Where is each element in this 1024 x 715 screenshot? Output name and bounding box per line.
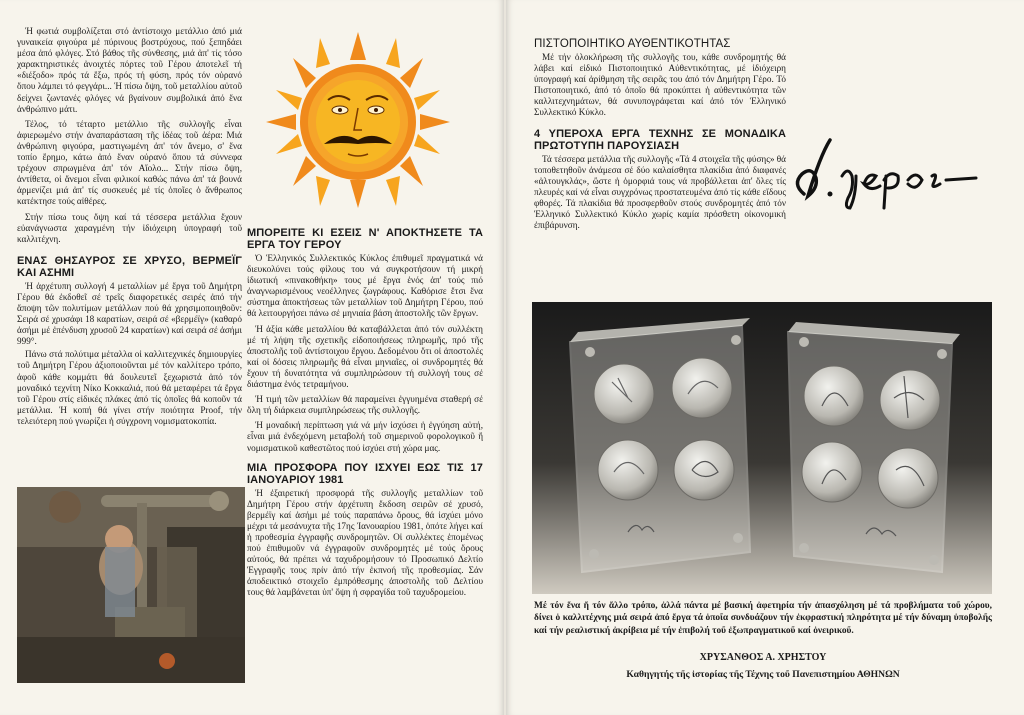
section-heading: ΜΠΟΡΕΙΤΕ ΚΙ ΕΣΕΙΣ Ν' ΑΠΟΚΤΗΣΕΤΕ ΤΑ ΕΡΓΑ ΤΟΥ ΓΕΡΟΥ [247,227,483,251]
paragraph: Ἡ ἐξαιρετική προσφορά τῆς συλλογῆς μεταλλίων τοῦ Δημήτρη Γέρου στήν ἀρχέτυπη ἔκδοση σειρῶν σέ χρυσό, βερμέϊγ καί ἀσήμι μέ τούς παραπάνω ὅρους, θά ἰσχύει μόνο μέχρι τά μεσάνυχτα τῆς 17ης Ἰανουαρίου 1981, ὁπότε λήγει καί ἡ προθεσμία ἐγγραφῆς συνδρομητῶν. Οἱ συλλέκτες ἑπομένως πού ἐπιθυμοῦν νά ἐγγραφοῦν συνδρομητές μέ τούς ὅρους αὐτούς, θά πρέπει νά ταχυδρομήσουν τό Προσωπικό Δελτίο Ἐγγραφῆς τους πρίν ἀπό τήν ἐκπνοή τῆς προθεσμίας. Σάν ἀποδεικτικό στοιχεῖο ἐμπρόθεσμης ἀποστολῆς τοῦ Δελτίου τους θά λαμβάνεται ὑπ' ὄψη ἡ σφραγίδα τοῦ ταχυδρομείου. [247,487,483,598]
left-plexiglass-block [570,318,750,572]
paragraph: Τέλος, τό τέταρτο μετάλλιο τῆς συλλογῆς εἶναι ἀφιερωμένο στήν ἀναπαράσταση τῆς ἰδέας τοῦ ἀέρα: Μιά ἀνθρώπινη φιγούρα, μαστιγωμένη ἀπ' τόν ἄνεμο, σ' ἕνα τοπίο ἔρημο, κάτω ἀπό ἕναν οὐρανό ὅπου τά σύννεφα τρέχουν σπρωγμένα ἀπ' τόν Αἴολο... Στήν πίσω ὄψη, ἀντίθετα, οἱ ἄνεμοι εἶναι φιλικοί καθώς πάνω ἀπ' τά βουνά ἁρμενίζει μιά ἀπ' τίς συσκευές μέ τίς ὁποῖες ὁ ἄνθρωπος κατέκτησε τούς αἰθέρες. [17,118,242,207]
author-title: Καθηγητής τῆς ἱστορίας τῆς Τέχνης τοῦ Πανεπιστημίου ΑΘΗΝΩΝ [626,669,900,680]
left-page [0,0,504,715]
signature [790,136,980,211]
section-heading: ΜΙΑ ΠΡΟΣΦΟΡΑ ΠΟΥ ΙΣΧΥΕΙ ΕΩΣ ΤΙΣ 17 ΙΑΝΟΥΑΡΙΟΥ 1981 [247,461,483,486]
section-heading: ΕΝΑΣ ΘΗΣΑΥΡΟΣ ΣΕ ΧΡΥΣΟ, ΒΕΡΜΕΪΓ ΚΑΙ ΑΣΗΜΙ [17,254,242,279]
paragraph: Πάνω στά πολύτιμα μέταλλα οἱ καλλιτεχνικές δημιουργίες τοῦ Δημήτρη Γέρου ἀξιοποιοῦνται μέ τόν καλλίτερο τρόπο, ἀφοῦ κάθε κομμάτι θά δουλευτεῖ ξεχωριστά ἀπό τόν μοναδικό τεχνίτη Νίκο Κοκκαλιά, πού θά μεταφέρει τά ἔργα τοῦ Γέρου στίς εἰδικές πλάκες ἀπό τίς ὁποῖες θά κοποῦν τά μετάλλια. Ἡ κοπή θά γίνει στήν ποιότητα Proof, τήν τελειότερη πού γνωρίζει ἡ σύγχρονη νομισματοκοπία. [17,349,242,426]
craftsman-photo [17,487,245,683]
left-column-2 [247,223,483,599]
section-heading: 4 ΥΠΕΡΟΧΑ ΕΡΓΑ ΤΕΧΝΗΣ ΣΕ ΜΟΝΑΔΙΚΑ ΠΡΩΤΟΤΥΠΗ ΠΑΡΟΥΣΙΑΣΗ [534,127,786,152]
paragraph: Ἡ ἀρχέτυπη συλλογή 4 μεταλλίων μέ ἔργα τοῦ Δημήτρη Γέρου θά ἐκδοθεῖ σέ τρεῖς διαφορετικές σειρές ἀπό τήν ἄποψη τῶν πολυτίμων μετάλλων πού θά χρησιμοποιηθοῦν: Σειρά σέ χρυσάφι 18 καρατίων, σειρά σέ «βερμέϊγ» (καθαρό ἀσήμι μέ ἐπένδυση χρυσοῦ 24 καρατίων) καί σειρά σέ ἀσήμι 999°. [17,280,242,347]
paragraph: Ἡ ἀξία κάθε μεταλλίου θά καταβάλλεται ἀπό τόν συλλέκτη μέ τή λήψη τῆς σχετικῆς εἰδοποιήσεως πληρωμῆς, πρό τῆς ἀποστολῆς τοῦ ἀντίστοιχου ἔργου. Δεδομένου ὅτι οἱ ἀποστολές καί οἱ δόσεις πληρωμῆς θά εἶναι μηνιαῖες, οἱ συνδρομητές θά ἔχουν τή δυνατότητα νά συμπληρώσουν τή συλλογή τους σέ διάστημα ἑνός τετραμήνου. [247,323,483,390]
paragraph: Ὁ Ἑλληνικός Συλλεκτικός Κύκλος ἐπιθυμεῖ πραγματικά νά διευκολύνει τούς φίλους του νά συγκροτήσουν τή μικρή ἰδιωτική «πινακοθήκη» τους μέ ἔργα ἑνός ἀπ' τούς πιό ἀναγνωρισμένους νεοέλληνες ζωγράφους. Καθόρισε ἔτσι ἕνα σύστημα ἀποκτήσεως τῶν μεταλλίων τοῦ Δημήτρη Γέρου, πού θά λειτουργήσει πάνω σέ μηνιαία βάση ἀποστολῆς τῶν ἔργων. [247,253,483,319]
paragraph: Ἡ μοναδική περίπτωση γιά νά μήν ἰσχύσει ἡ ἐγγύηση αὐτή, εἶναι μιά ἐνδεχόμενη μεταβολή τοῦ σημερινοῦ φορολογικοῦ ἤ νομισματικοῦ καθεστῶτος πού ἰσχύει στή χώρα μας. [247,420,483,453]
paragraph: Ἡ φωτιά συμβολίζεται στό ἀντίστοιχο μετάλλιο ἀπό μιά γυναικεία φιγούρα μέ πύρινους βοστρύχους, πού ξεπηδάει μέσα ἀπό φλόγες. Στό βάθος τῆς σύνθεσης, μιά ἀπ' τίς τόσο χαρακτηριστικές ἀνοιχτές πόρτες τοῦ Γέρου ἀποτελεῖ τή «διέξοδο» πρός τά ἔξω, πρός τή φύση, πρός τόν οὐρανό ὅπου λάμπει τό φεγγάρι... Ἡ πίσω ὄψη, τοῦ μεταλλίου αὐτοῦ δείχνει ζωντανές φλόγες νά βγαίνουν συμβολικά ἀπό ἕνα ἀνθρώπινο μάτι. [17,26,242,114]
right-column [534,34,786,231]
paragraph: Ἡ τιμή τῶν μεταλλίων θά παραμείνει ἐγγυημένα σταθερή σέ ὅλη τή διάρκεια συμπληρώσεως τῆς συλλογῆς. [247,394,483,416]
right-plexiglass-block [788,322,960,572]
section-heading: ΠΙΣΤΟΠΟΙΗΤΙΚΟ ΑΥΘΕΝΤΙΚΟΤΗΤΑΣ [534,38,731,50]
author-name: ΧΡΥΣΑΝΘΟΣ Α. ΧΡΗΣΤΟΥ [699,652,827,663]
photo-caption: Μέ τόν ἕνα ἤ τόν ἄλλο τρόπο, ἀλλά πάντα μέ βασική ἀφετηρία τήν ἀπασχόληση μέ τά προβλήματα τοῦ χώρου, δίνει ὁ καλλιτέχνης μιά σειρά ἀπό ἔργα τά ὁποῖα συνδυάζουν τήν ἐκφραστική πληρότητα μέ τήν δύναμη ὑποβολῆς καί τήν ρεαλιστική ἀκρίβεια μέ τήν ἐπιβολή τοῦ ἐξωπραγματικοῦ καί ὀνειρικοῦ. [534,601,992,636]
left-column-1 [17,26,242,427]
medal-display-photo [532,302,992,594]
paragraph: Στήν πίσω τους ὄψη καί τά τέσσερα μετάλλια ἔχουν εὐανάγνωστα χαραγμένη τήν ἰδιόχειρη ὑπογραφή τοῦ καλλιτέχνη. [17,211,242,244]
paragraph: Τά τέσσερα μετάλλια τῆς συλλογῆς «Τά 4 στοιχεῖα τῆς φύσης» θά τοποθετηθοῦν ἀνάμεσα σέ δύο καλαίσθητα πλακίδια ἀπό διαφανές «ἀλτουγκλάς», ὥστε ἡ ὀμορφιά τους νά προβάλλεται ἀπ' ὅλες τίς πλευρές καί νά εἶναι συγχρόνως προστατευμένα ἀπό τίς κάθε εἴδους φθορές. Τά πλακίδια θά προσφερθοῦν στούς συνδρομητές ἀπό τόν Ἑλληνικό Συλλεκτικό Κύκλο χωρίς καμία πρόσθετη οἰκονομική ἐπιβάρυνση. [534,153,786,231]
paragraph: Μέ τήν ὁλοκλήρωση τῆς συλλογῆς του, κάθε συνδρομητής θά λάβει καί εἰδικό Πιστοποιητικό Αὐθεντικότητας, μέ ἰδιόχειρη ὑπογραφή καί ἀρίθμηση τῆς σειρᾶς του ἀπό τόν Δημήτρη Γέρο. Τό Πιστοποιητικό, ἀπό τό ὁποῖο θά προκύπτει ἡ αὐθεντικότητα τῶν καλλιτεχνημάτων, θά συνυπογράφεται καί ἀπό τόν Ἑλληνικό Συλλεκτικό Κύκλο. [534,52,786,118]
sun-illustration [258,30,458,210]
